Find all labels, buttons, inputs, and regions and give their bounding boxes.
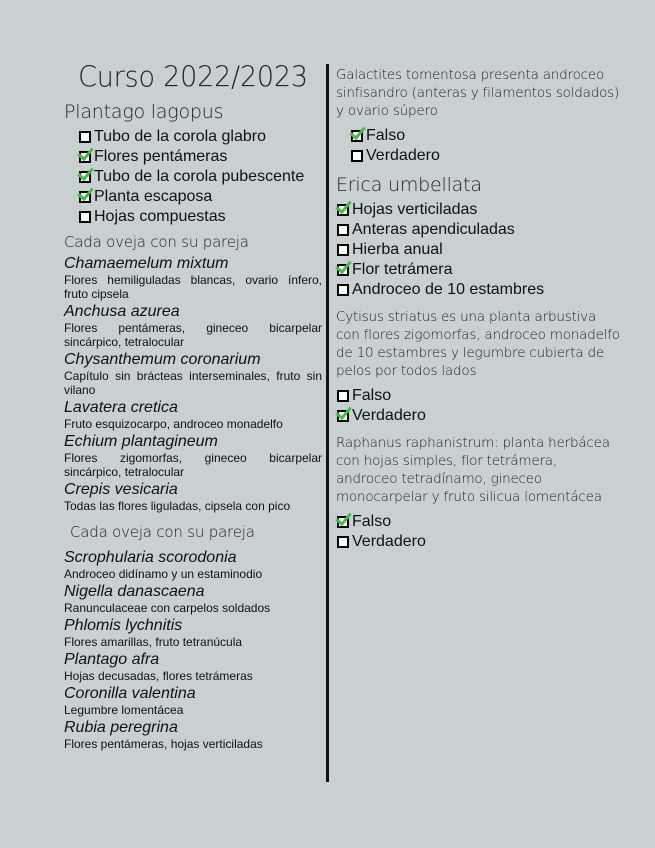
species-name[interactable]: Plantago afra bbox=[64, 651, 160, 668]
option-label: Verdadero bbox=[366, 147, 440, 164]
species-name[interactable]: Echium plantagineum bbox=[64, 433, 218, 450]
species-description[interactable]: Todas las flores liguladas, cipsela con pico bbox=[64, 499, 291, 513]
option-label: Verdadero bbox=[352, 407, 426, 424]
tf1-option[interactable] bbox=[350, 126, 620, 146]
tf3-block bbox=[336, 434, 620, 552]
option-label: Planta escaposa bbox=[94, 188, 213, 205]
match-item bbox=[64, 399, 322, 431]
tf2-statement: Cytisus striatus es una planta arbustiva con flores zigomorfas, androceo monadelfo de 10 estambres y legumbre cubierta de pelos por todos lados bbox=[336, 309, 620, 379]
match-item bbox=[64, 351, 322, 397]
q1-options bbox=[64, 127, 322, 227]
option-label: Anteras apendiculadas bbox=[352, 221, 515, 238]
option-label: Androceo de 10 estambres bbox=[352, 281, 545, 298]
column-divider bbox=[326, 64, 329, 782]
species-description[interactable]: Ranunculaceae con carpelos soldados bbox=[64, 601, 271, 615]
match-item bbox=[64, 617, 322, 649]
species-name[interactable]: Anchusa azurea bbox=[64, 303, 180, 320]
option-label: Tubo de la corola glabro bbox=[94, 128, 266, 145]
species-name[interactable]: Nigella danascaena bbox=[64, 583, 205, 600]
match-item bbox=[64, 303, 322, 349]
checkbox-icon[interactable] bbox=[337, 536, 349, 548]
match-item bbox=[64, 685, 322, 717]
match2-title: Cada oveja con su pareja bbox=[70, 523, 255, 541]
checkbox-icon[interactable] bbox=[337, 284, 349, 296]
species-description[interactable]: Flores pentámeras, gineceo bicarpelar sincárpico, tetralocular bbox=[64, 321, 322, 349]
tf1-options bbox=[336, 126, 620, 166]
match-item bbox=[64, 583, 322, 615]
tf3-option[interactable] bbox=[336, 512, 620, 532]
tf1-option[interactable] bbox=[350, 146, 620, 166]
page-title: Curso 2022/2023 bbox=[78, 61, 308, 94]
match-item bbox=[64, 549, 322, 581]
q1-option[interactable] bbox=[78, 187, 322, 207]
q1-option[interactable] bbox=[78, 147, 322, 167]
species-description[interactable]: Flores hemiliguladas blancas, ovario ínfero, fruto cipsela bbox=[64, 273, 322, 301]
option-label: Hojas verticiladas bbox=[352, 201, 478, 218]
option-label: Falso bbox=[352, 513, 392, 530]
tf2-block bbox=[336, 308, 620, 426]
match2-list bbox=[64, 549, 322, 751]
tf1-statement: Galactites tomentosa presenta androceo sinfisandro (anteras y filamentos soldados) y ovario súpero bbox=[336, 67, 620, 119]
q2-option[interactable] bbox=[336, 280, 620, 300]
species-name[interactable]: Rubia peregrina bbox=[64, 719, 178, 736]
q1-title: Plantago lagopus bbox=[64, 101, 224, 123]
option-label: Hierba anual bbox=[352, 241, 443, 258]
option-label: Falso bbox=[366, 127, 406, 144]
option-label: Verdadero bbox=[352, 533, 426, 550]
tf3-option[interactable] bbox=[336, 532, 620, 552]
species-description[interactable]: Fruto esquizocarpo, androceo monadelfo bbox=[64, 417, 283, 431]
tf1-block bbox=[336, 66, 620, 166]
species-description[interactable]: Legumbre lomentácea bbox=[64, 703, 184, 717]
checkbox-icon[interactable] bbox=[79, 131, 91, 143]
q1-option[interactable] bbox=[78, 127, 322, 147]
species-name[interactable]: Chamaemelum mixtum bbox=[64, 255, 229, 272]
q2-option[interactable] bbox=[336, 260, 620, 280]
tf2-options bbox=[336, 386, 620, 426]
match-item bbox=[64, 719, 322, 751]
q1-option[interactable] bbox=[78, 207, 322, 227]
match-item bbox=[64, 433, 322, 479]
tf3-statement: Raphanus raphanistrum: planta herbácea con hojas simples, flor tetrámera, androceo tetradínamo, gineceo monocarpelar y fruto silicua lomentácea bbox=[336, 435, 610, 505]
match-item bbox=[64, 481, 322, 513]
tf2-option[interactable] bbox=[336, 386, 620, 406]
option-label: Flores pentámeras bbox=[94, 148, 228, 165]
q2-option[interactable] bbox=[336, 240, 620, 260]
species-name[interactable]: Phlomis lychnitis bbox=[64, 617, 183, 634]
match-item bbox=[64, 255, 322, 301]
species-description[interactable]: Androceo didínamo y un estaminodio bbox=[64, 567, 263, 581]
species-name[interactable]: Crepis vesicaria bbox=[64, 481, 178, 498]
checkbox-icon[interactable] bbox=[351, 150, 363, 162]
species-description[interactable]: Flores amarillas, fruto tetranúcula bbox=[64, 635, 243, 649]
q2-options bbox=[336, 200, 620, 300]
option-label: Flor tetrámera bbox=[352, 261, 453, 278]
option-label: Tubo de la corola pubescente bbox=[94, 168, 305, 185]
species-name[interactable]: Scrophularia scorodonia bbox=[64, 549, 237, 566]
q2-block bbox=[336, 174, 620, 300]
match1-title: Cada oveja con su pareja bbox=[64, 233, 249, 251]
tf3-options bbox=[336, 512, 620, 552]
q2-option[interactable] bbox=[336, 200, 620, 220]
species-description[interactable]: Flores pentámeras, hojas verticiladas bbox=[64, 737, 263, 751]
species-description[interactable]: Flores zigomorfas, gineceo bicarpelar sincárpico, tetralocular bbox=[64, 451, 322, 479]
tf2-option[interactable] bbox=[336, 406, 620, 426]
match1-list bbox=[64, 255, 322, 513]
match-item bbox=[64, 651, 322, 683]
species-description[interactable]: Hojas decusadas, flores tetrámeras bbox=[64, 669, 253, 683]
checkbox-icon[interactable] bbox=[337, 244, 349, 256]
species-name[interactable]: Coronilla valentina bbox=[64, 685, 196, 702]
species-name[interactable]: Lavatera cretica bbox=[64, 399, 178, 416]
option-label: Falso bbox=[352, 387, 392, 404]
q1-option[interactable] bbox=[78, 167, 322, 187]
checkbox-icon[interactable] bbox=[337, 390, 349, 402]
left-column bbox=[64, 62, 322, 753]
right-column bbox=[336, 66, 620, 560]
q2-title: Erica umbellata bbox=[336, 174, 482, 196]
option-label: Hojas compuestas bbox=[94, 208, 226, 225]
checkbox-icon[interactable] bbox=[79, 211, 91, 223]
species-name[interactable]: Chysanthemum coronarium bbox=[64, 351, 261, 368]
checkbox-icon[interactable] bbox=[337, 224, 349, 236]
q2-option[interactable] bbox=[336, 220, 620, 240]
species-description[interactable]: Capítulo sin brácteas interseminales, fruto sin vilano bbox=[64, 369, 322, 397]
